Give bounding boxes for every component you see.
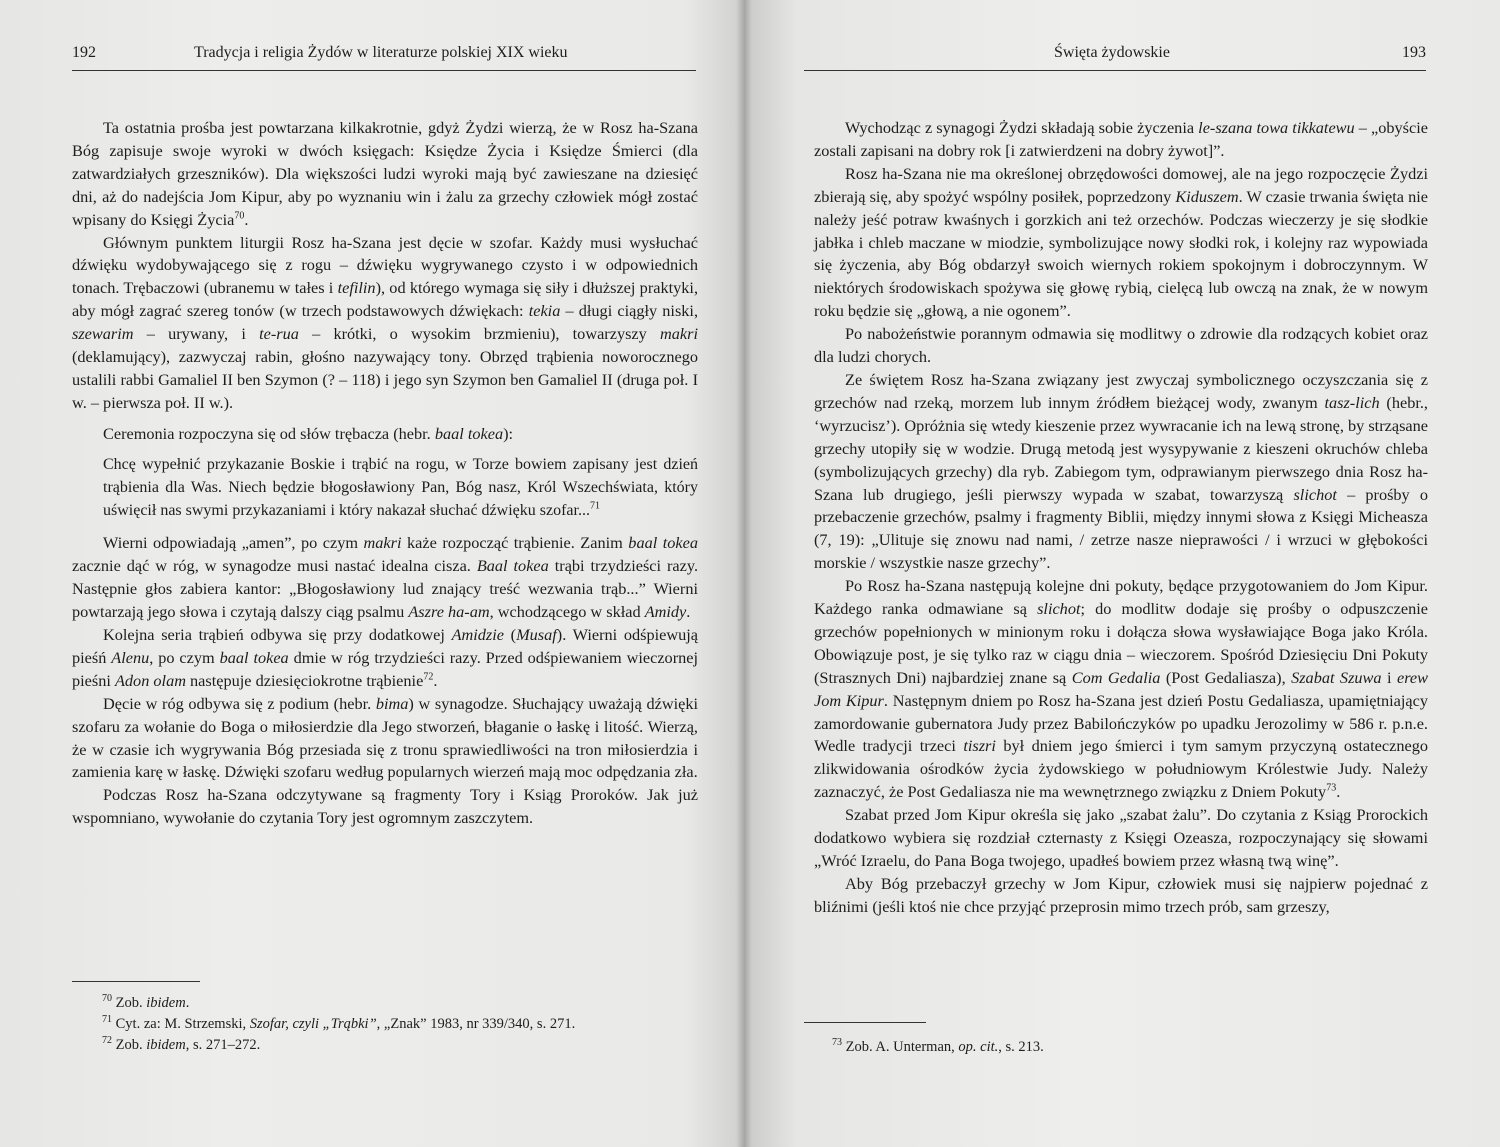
left-header — [72, 44, 696, 68]
paragraph: Szabat przed Jom Kipur określa się jako „szabat żalu”. Do czytania z Ksiąg Prorockich dodatkowo wybiera się rozdział czternasty z Księgi Ozeasza, rozpoczynający się słowami „Wróć Izraelu, do Pana Boga twojego, upadłeś bowiem przez własną twą winę”. — [814, 805, 1428, 870]
paragraph: Ze świętem Rosz ha-Szana związany jest zwyczaj symbolicznego oczyszczania się z grzechów nad rzeką, morzem lub innym źródłem bieżącej wody, zwanym tasz-lich (hebr., ‘wyrzucisz’). Opróżnia się wtedy kieszenie przez wywracanie ich na lewą stronę, by strząsane grzechy utopiły się w wodzie. Drugą metodą jest wysypywanie z kieszeni okruchów chleba (symbolizujących grzechy) dla ryb. Zabiegom tym, odprawianym pierwszego dnia Rosz ha-Szana lub drugiego, jeśli pierwszy wypada w szabat, towarzyszą slichot – prośby o przebaczenie grzechów, psalmy i fragmenty Biblii, między innymi słowa z Księgi Micheasza (7, 19): „Ulituje się znowu nad nami, / zetrze nasze nieprawości / i wrzuci w głębokości morskie / wszystkie nasze grzechy”. — [814, 369, 1429, 573]
footnote: $^{70}$ Zob. ibidem. — [102, 993, 190, 1011]
right-body-text — [814, 117, 1428, 919]
paragraph: Rosz ha-Szana nie ma określonej obrzędowości domowej, ale na jego rozpoczęcie Żydzi zbierają się, aby spożyć wspólny posiłek, poprzedzony Kiduszem. W czasie trwania święta nie należy jeść potraw kwaśnych i gorzkich ani też orzechów. Podczas wieczerzy je się słodkie jabłka i chleb maczane w miodzie, symbolizujące nowy słodki rok, i kolejny raz wypowiada się życzenia, aby Bóg obdarzył swoich wiernych rokiem spokojnym i dobroczynnym. W niektórych środowiskach spożywa się głowę rybią, cielęcą lub owczą na znak, że w nowym roku będzie się „głową, a nie ogonem”. — [814, 163, 1428, 321]
left-page-number: 192 — [72, 44, 96, 61]
footnote: $^{73}$ Zob. A. Unterman, op. cit., s. 213. — [832, 1037, 1044, 1055]
book-gutter-shadow — [736, 0, 752, 1147]
right-page-number: 193 — [1402, 44, 1426, 61]
paragraph: Ceremonia rozpoczyna się od słów trębacza (hebr. baal tokea): — [103, 423, 514, 443]
left-footnotes — [102, 993, 662, 1056]
footnote-ref[interactable]: 73 — [1326, 782, 1337, 794]
footnote-ref[interactable]: 70 — [234, 210, 245, 222]
footnote-ref[interactable]: 71 — [589, 500, 600, 512]
paragraph: Głównym punktem liturgii Rosz ha-Szana jest dęcie w szofar. Każdy musi wysłuchać dźwięku wydobywającego się z rogu – dźwięku wygrywanego czysto i w odpowiednich tonach. Trębaczowi (ubranemu w tałes i tefilin), od którego wymaga się siły i dłuższej praktyki, aby mógł zagrać szereg tonów (w trzech podstawowych dźwiękach: tekia – długi ciągły niski, szewarim – urywany, i te-rua – krótki, o wysokim brzmieniu), towarzyszy makri (deklamujący), zazwyczaj rabin, głośno nazywający tony. Obrzęd trąbienia noworocznego ustalili rabbi Gamaliel II ben Szymon (? – 118) i jego syn Szymon ben Gamaliel II (druga poł. I w. – pierwsza poł. II w.). — [72, 232, 699, 412]
right-page — [744, 0, 1500, 1147]
right-header-rule — [804, 70, 1426, 71]
paragraph: Po Rosz ha-Szana następują kolejne dni pokuty, będące przygotowaniem do Jom Kipur. Każdego ranka odmawiane są slichot; do modlitw dodaje się prośby o odpuszczenie grzechów popełnionych w minionym roku i dołącza słowa wysławiające Boga jako Króla. Obowiązuje post, je się tylko raz w ciągu dnia – wieczorem. Spośród Dziesięciu Dni Pokuty (Strasznych Dni) najbardziej znane są Com Gedalia (Post Gedaliasza), Szabat Szuwa i erew Jom Kipur. Następnym dniem po Rosz ha-Szana jest dzień Postu Gedaliasza, upamiętniający zamordowanie gubernatora Judy przez Babilończyków po upadku Jerozolimy w 586 r. p.n.e. Wedle tradycji trzeci tiszri był dniem jego śmierci i tym samym przyczyną ostatecznego zlikwidowania ośrodków życia żydowskiego w południowym Królestwie Judy. Należy zaznaczyć, że Post Gedaliasza nie ma wewnętrznego związku z Dniem Pokuty$^{73}$. — [814, 576, 1429, 802]
right-header — [804, 44, 1426, 68]
left-body-text — [72, 117, 698, 830]
block-quote: Chcę wypełnić przykazanie Boskie i trąbić na rogu, w Torze bowiem zapisany jest dzień trąbienia dla Was. Niech będzie błogosławiony Pan, Bóg nasz, Król Wszechświata, który uświęcił nas swymi przykazaniami i który nakazał słuchać dźwięku szofar...$^{71}$ — [103, 455, 698, 519]
paragraph: Aby Bóg przebaczył grzechy w Jom Kipur, człowiek musi się najpierw pojednać z bliźnimi (jeśli ktoś nie chce przyjąć przeprosin mimo trzech prób, sam grzeszy, — [814, 873, 1428, 916]
paragraph: Wychodząc z synagogi Żydzi składają sobie życzenia le-szana towa tikkatewu – „obyście zostali zapisani na dobry rok [i zatwierdzeni na dobry żywot]”. — [814, 118, 1428, 160]
footnote: $^{71}$ Cyt. za: M. Strzemski, Szofar, czyli „Trąbki”, „Znak” 1983, nr 339/340, s. 271. — [102, 1014, 576, 1032]
left-running-title: Tradycja i religia Żydów w literaturze polskiej XIX wieku — [194, 44, 568, 61]
right-footnotes — [832, 1037, 1392, 1058]
right-running-title: Święta żydowskie — [1054, 44, 1170, 61]
left-header-rule — [72, 70, 696, 71]
left-page — [0, 0, 744, 1147]
right-footnote-rule — [804, 1022, 926, 1023]
paragraph: Wierni odpowiadają „amen”, po czym makri każe rozpocząć trąbienie. Zanim baal tokea zacznie dąć w róg, w synagodze musi nastać idealna cisza. Baal tokea trąbi trzydzieści razy. Następnie głos zabiera kantor: „Błogosławiony lud znający treść wezwania trąb...” Wierni powtarzają jego słowa i czytają dalszy ciąg psalmu Aszre ha-am, wchodzącego w skład Amidy. — [72, 533, 699, 622]
paragraph: Dęcie w róg odbywa się z podium (hebr. bima) w synagodze. Słuchający uważają dźwięki szofaru za wołanie do Boga o miłosierdzie dla Jego stworzeń, błaganie o łaskę i litość. Wierzą, że w czasie ich wygrywania Bóg przesiada się z tronu sprawiedliwości na tron miłosierdzia i zamienia karę w łaskę. Dźwięki szofaru według popularnych wierzeń mają moc odpędzania zła. — [72, 693, 698, 782]
paragraph: Ta ostatnia prośba jest powtarzana kilkakrotnie, gdyż Żydzi wierzą, że w Rosz ha-Szana Bóg zapisuje swoje wyroki w dwóch księgach: Księdze Życia i Księdze Śmierci (dla zatwardziałych grzeszników). Dla większości ludzi wyroki mają być zawieszane na dziesięć dni, aż do nadejścia Jom Kipur, aby po wyznaniu win i żalu za grzechy człowiek mógł zostać wpisany do Księgi Życia$^{70}$. — [72, 118, 698, 229]
paragraph: Podczas Rosz ha-Szana odczytywane są fragmenty Tory i Ksiąg Proroków. Jak już wspomniano, wywołanie do czytania Tory jest ogromnym zaszczytem. — [72, 785, 698, 828]
left-footnote-rule — [72, 981, 200, 982]
footnote: $^{72}$ Zob. ibidem, s. 271–272. — [102, 1035, 261, 1053]
paragraph: Po nabożeństwie porannym odmawia się modlitwy o zdrowie dla rodzących kobiet oraz dla ludzi chorych. — [814, 324, 1428, 367]
paragraph: Kolejna seria trąbień odbywa się przy dodatkowej Amidzie (Musaf). Wierni odśpiewują pieśń Alenu, po czym baal tokea dmie w róg trzydzieści razy. Przed odśpiewaniem wieczornej pieśni Adon olam następuje dziesięciokrotne trąbienie$^{72}$. — [72, 625, 699, 690]
footnote-ref[interactable]: 72 — [423, 671, 434, 683]
